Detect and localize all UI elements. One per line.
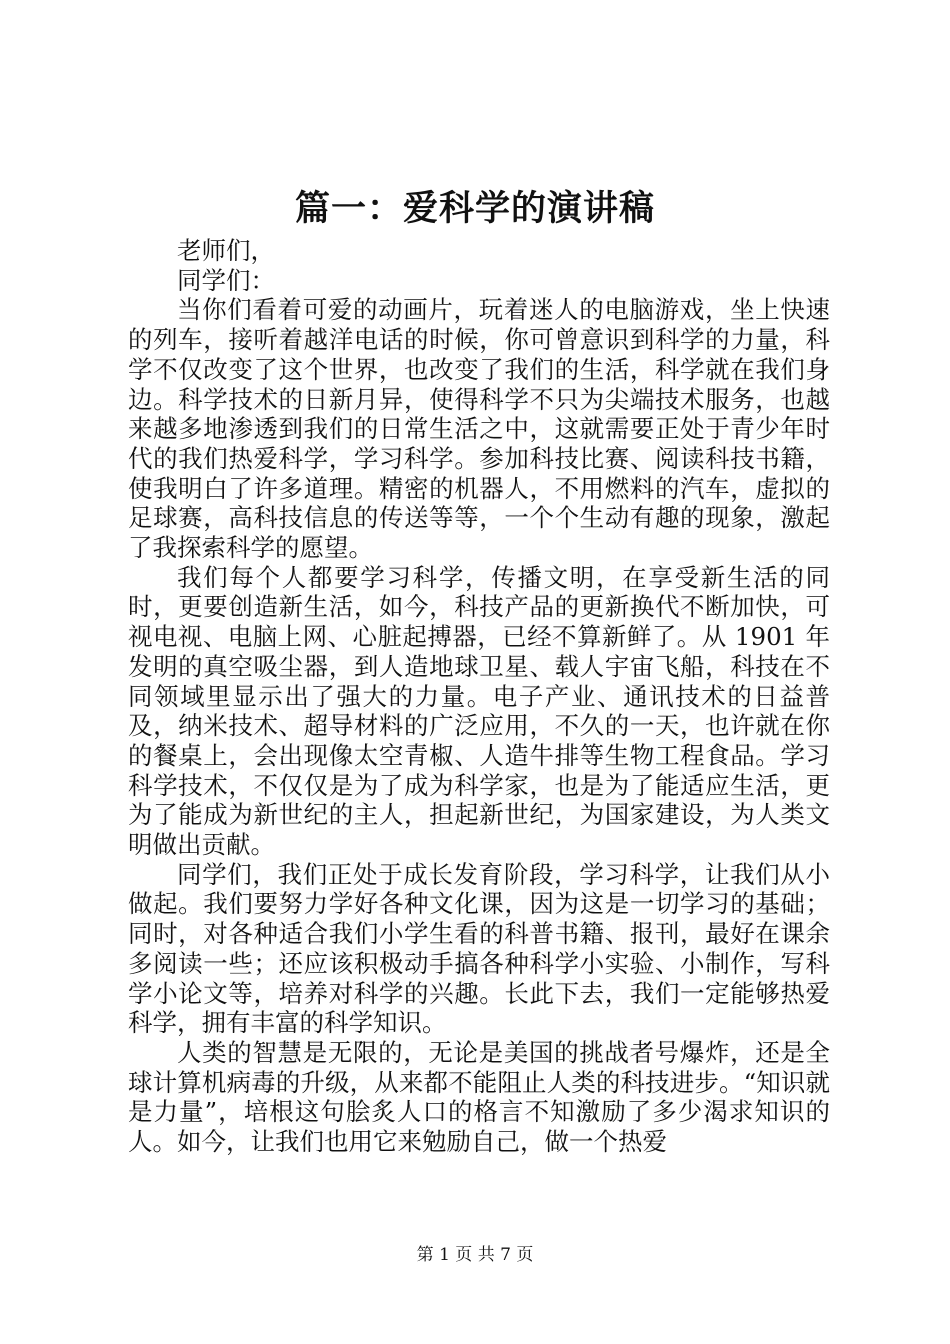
document-title: 篇一：爱科学的演讲稿 bbox=[294, 188, 655, 229]
document-body bbox=[128, 236, 830, 1157]
page-number: 第 1 页 共 7 页 bbox=[416, 1245, 534, 1265]
body-paragraph: 同学们，我们正处于成长发育阶段，学习科学，让我们从小做起。我们要努力学好各种文化课，因为这是一切学习的基础；同时，对各种适合我们小学生看的科普书籍、报刊，最好在课余多阅读一些；还应该积极动手搞各种科学小实验、小制作，写科学小论文等，培养对科学的兴趣。长此下去，我们一定能够热爱科学，拥有丰富的科学知识。 bbox=[128, 859, 830, 1038]
body-paragraph: 人类的智慧是无限的，无论是美国的挑战者号爆炸，还是全球计算机病毒的升级，从来都不能阻止人类的科技进步。“知识就是力量”，培根这句脍炙人口的格言不知激励了多少渴求知识的人。如今，让我们也用它来勉励自己，做一个热爱 bbox=[128, 1037, 830, 1157]
greeting-line: 老师们， bbox=[177, 236, 275, 265]
body-paragraph: 当你们看着可爱的动画片，玩着迷人的电脑游戏，坐上快速的列车，接听着越洋电话的时候，你可曾意识到科学的力量，科学不仅改变了这个世界，也改变了我们的生活，科学就在我们身边。科学技术的日新月异，使得科学不只为尖端技术服务，也越来越多地渗透到我们的日常生活之中，这就需要正处于青少年时代的我们热爱科学，学习科学。参加科技比赛、阅读科技书籍，使我明白了许多道理。精密的机器人，不用燃料的汽车，虚拟的足球赛，高科技信息的传送等等，一个个生动有趣的现象，激起了我探索科学的愿望。 bbox=[128, 295, 830, 563]
body-paragraph: 我们每个人都要学习科学，传播文明，在享受新生活的同时，更要创造新生活，如今，科技产品的更新换代不断加快，可视电视、电脑上网、心脏起搏器，已经不算新鲜了。从 1901 年发明的真空吸尘器，到人造地球卫星、载人宇宙飞船，科技在不同领域里显示出了强大的力量。电子产业、通讯技术的日益普及，纳米技术、超导材料的广泛应用，不久的一天，也许就在你的餐桌上，会出现像太空青椒、人造牛排等生物工程食品。学习科学技术，不仅仅是为了成为科学家，也是为了能适应生活，更为了能成为新世纪的主人，担起新世纪，为国家建设，为人类文明做出贡献。 bbox=[128, 562, 830, 860]
greeting-line: 同学们： bbox=[177, 265, 275, 295]
